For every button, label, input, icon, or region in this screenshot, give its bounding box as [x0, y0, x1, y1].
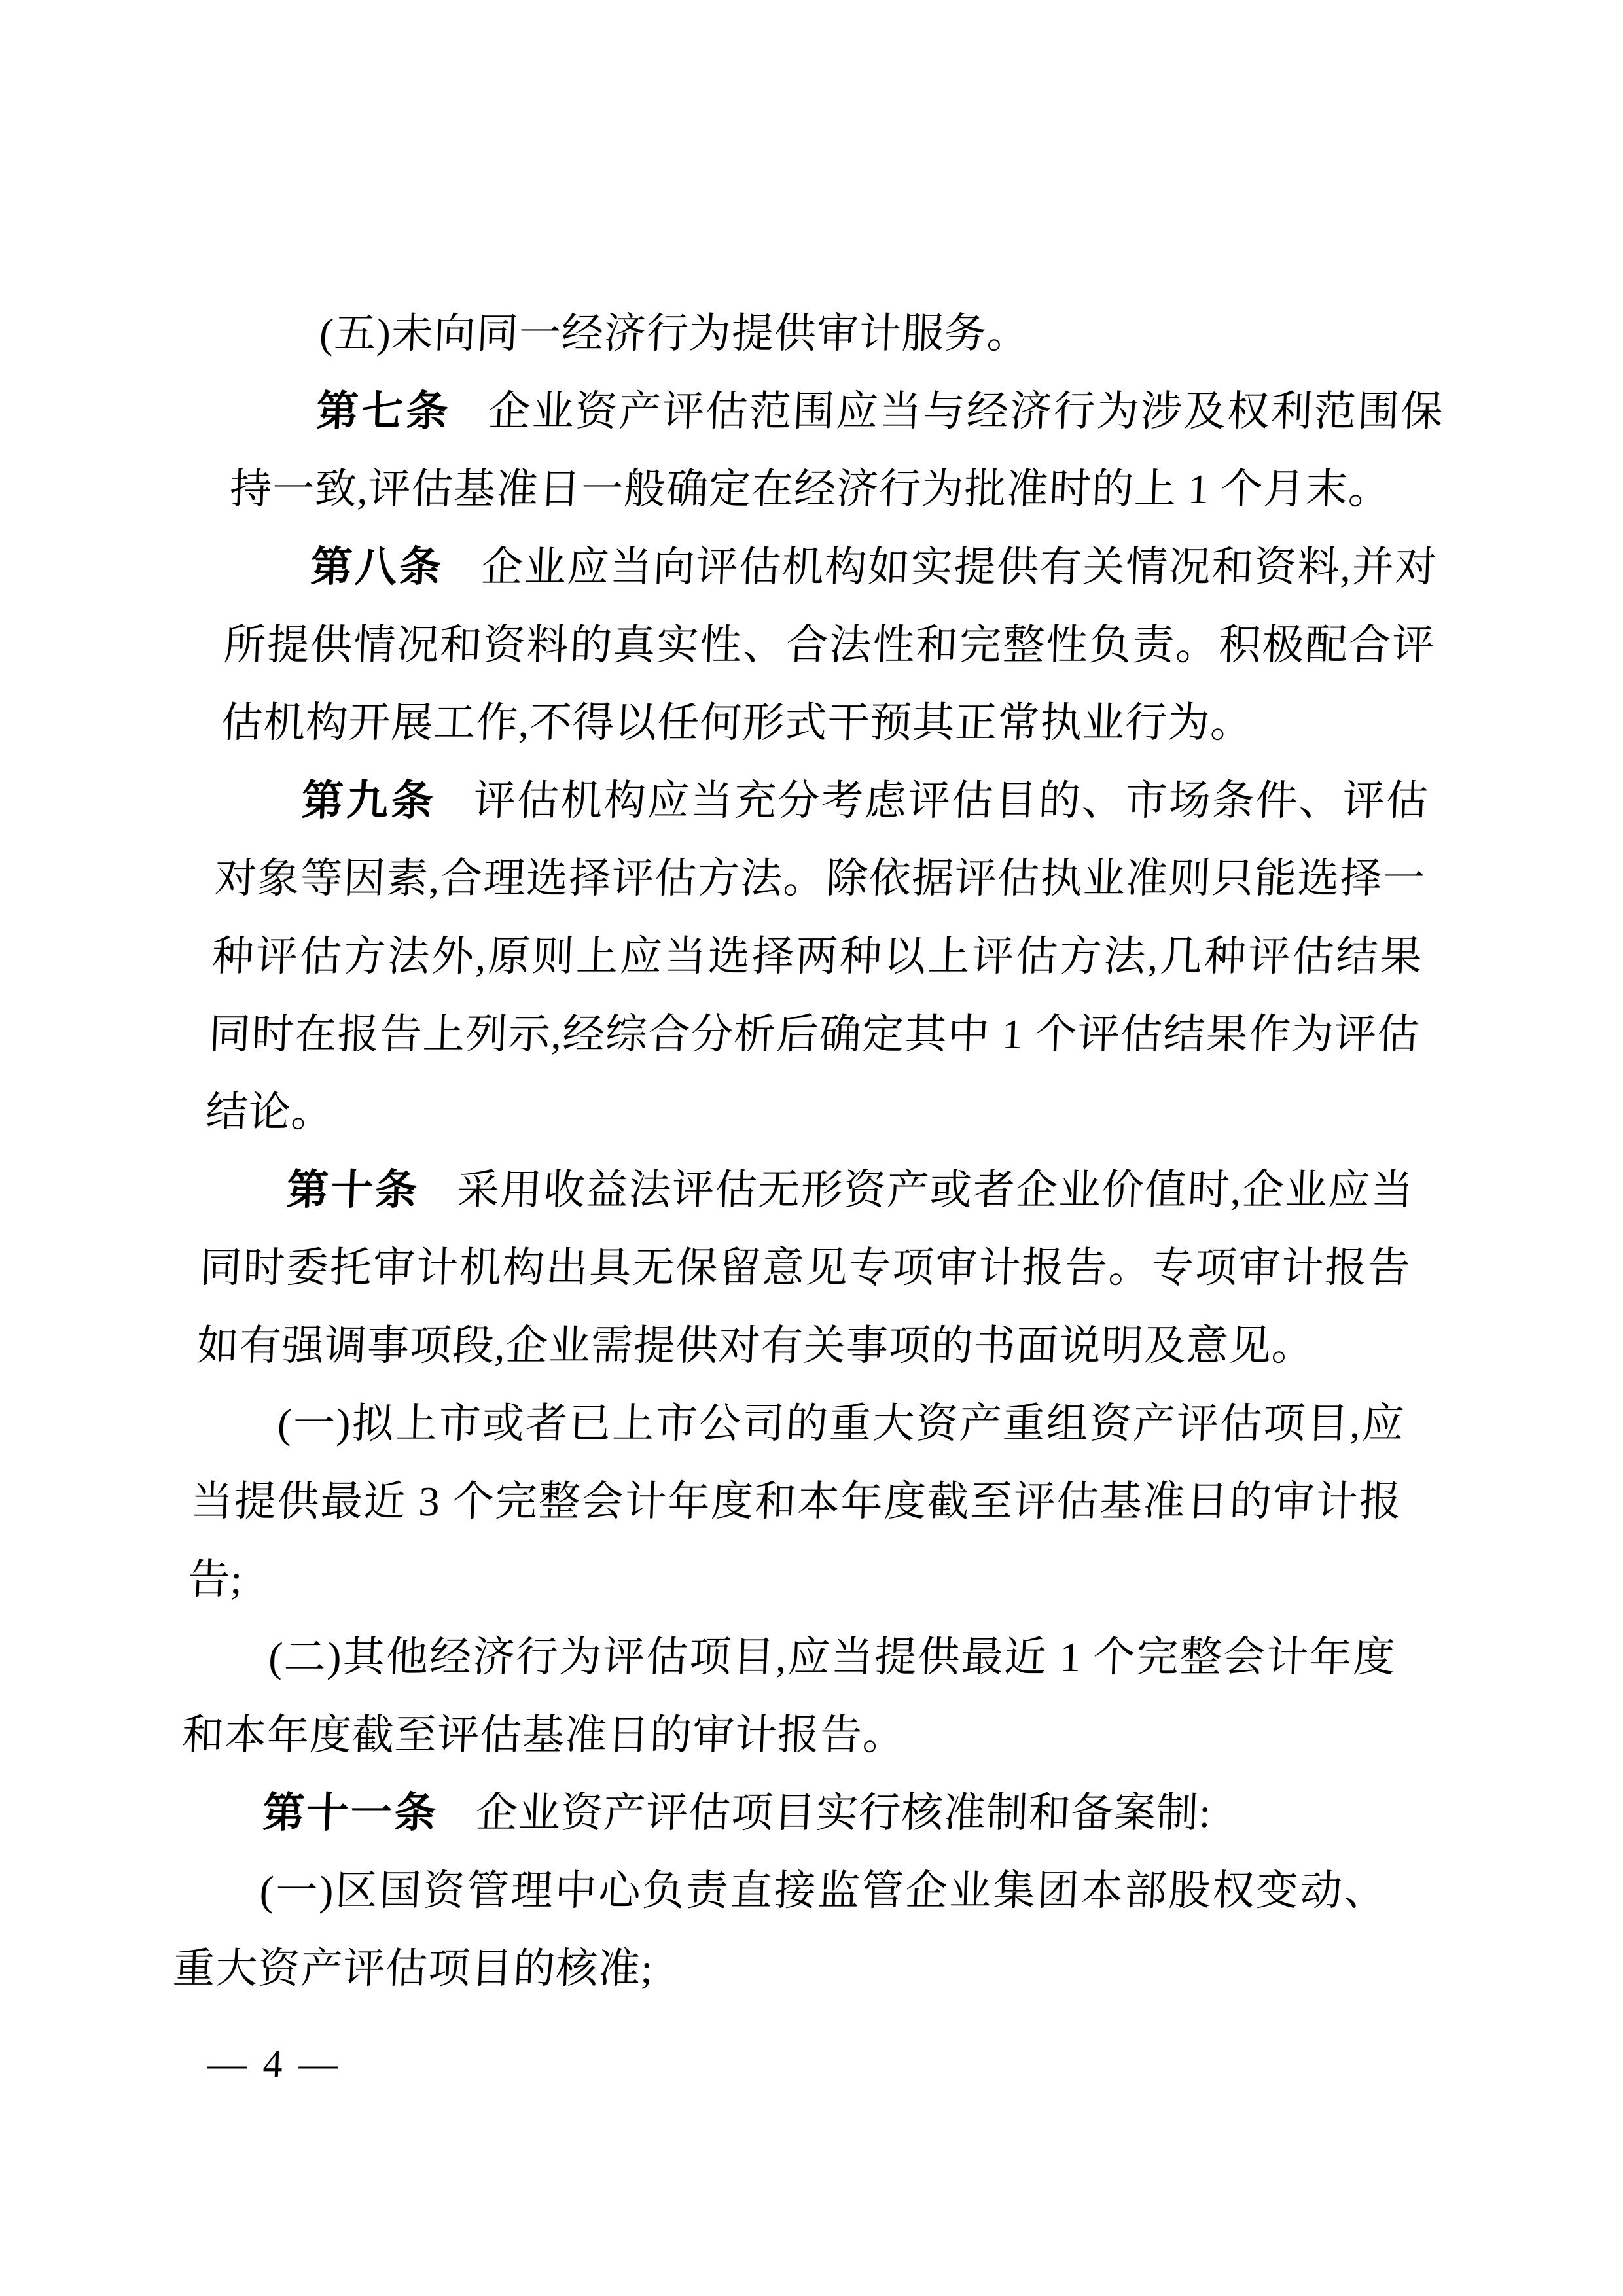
- article-number-lead: 第十一条: [262, 1789, 439, 1836]
- paragraph-article-11: [177, 1774, 1391, 1852]
- paragraph-item-1-of-article-10: [187, 1385, 1406, 1618]
- article-number-lead: 第七条: [315, 387, 452, 434]
- paragraph-text: (一)区国资管理中心负责直接监管企业集团本部股权变动、重大资产评估项目的核准;: [171, 1867, 1388, 1992]
- article-number-lead: 第八条: [310, 543, 444, 590]
- paragraph-text: 企业资产评估项目实行核准制和备案制:: [474, 1790, 1213, 1836]
- paragraph-text: 评估机构应当充分考虑评估目的、市场条件、评估对象等因素,合理选择评估方法。除依据评估执业准则只能选择一种评估方法外,原则上应当选择两种以上评估方法,几种评估结果同时在报告上列示,经综合分析后确定其中 1 个评估结果作为评估结论。: [205, 777, 1430, 1135]
- paragraph-item-1-of-article-11: [171, 1852, 1388, 2007]
- article-number-lead: 第九条: [300, 777, 437, 824]
- paragraph-text: (二)其他经济行为评估项目,应当提供最近 1 个完整会计年度和本年度截至评估基准日的审计报告。: [181, 1634, 1397, 1758]
- paragraph-item-2-of-article-10: [181, 1618, 1397, 1774]
- paragraph-article-9: [204, 762, 1430, 1151]
- text-block: [168, 294, 1448, 2087]
- paragraph-article-8: [219, 528, 1439, 762]
- page-number: — 4 —: [206, 2042, 343, 2085]
- article-number-lead: 第十条: [285, 1166, 421, 1213]
- paragraph-article-7: [228, 372, 1445, 528]
- paragraph-text: 企业应当向评估机构如实提供有关情况和资料,并对所提供情况和资料的真实性、合法性和完整性负责。积极配合评估机构开展工作,不得以任何形式干预其正常执业行为。: [220, 544, 1438, 746]
- paragraph-item-5: [234, 294, 1448, 372]
- paragraph-text: 企业资产评估范围应当与经济行为涉及权利范围保持一致,评估基准日一般确定在经济行为批准时的上 1 个月末。: [228, 388, 1445, 512]
- paragraph-text: 采用收益法评估无形资产或者企业价值时,企业应当同时委托审计机构出具无保留意见专项审计报告。专项审计报告如有强调事项段,企业需提供对有关事项的书面说明及意见。: [196, 1167, 1415, 1369]
- paragraph-article-10: [196, 1151, 1416, 1385]
- paragraph-text: (五)未向同一经济行为提供审计服务。: [318, 310, 1031, 357]
- paragraph-text: (一)拟上市或者已上市公司的重大资产重组资产评估项目,应当提供最近 3 个完整会计年度和本年度截至评估基准日的审计报告;: [187, 1400, 1406, 1602]
